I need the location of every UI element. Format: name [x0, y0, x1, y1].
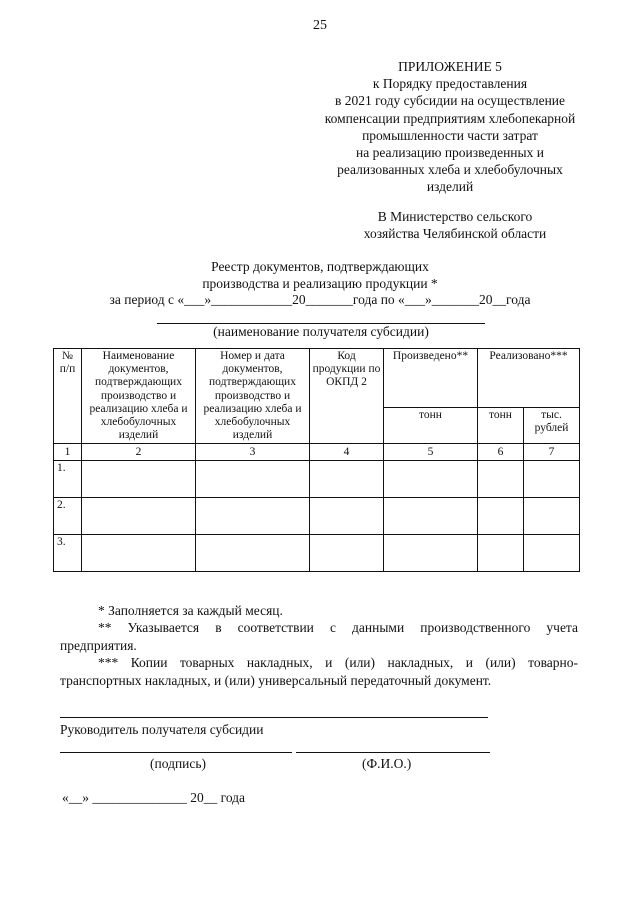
register-title-line: производства и реализацию продукции *	[202, 276, 438, 292]
appendix-line: промышленности части затрат	[362, 127, 538, 143]
table-cell[interactable]	[384, 461, 478, 498]
table-cell[interactable]	[196, 535, 310, 572]
table-cell[interactable]	[384, 535, 478, 572]
header-sold-unit-tons: тонн	[478, 408, 524, 444]
header-produced: Произведено**	[384, 349, 478, 408]
table-cell[interactable]	[524, 535, 580, 572]
row-number: 2.	[54, 498, 82, 535]
appendix-header	[300, 58, 600, 196]
header-doc-name: Наименование документов, подтверждающих производство и реализацию хлеба и хлебобулочных изделий	[82, 349, 196, 444]
row-number: 3.	[54, 535, 82, 572]
appendix-title: ПРИЛОЖЕНИЕ 5	[398, 59, 502, 74]
table-cell[interactable]	[478, 498, 524, 535]
appendix-line: изделий	[426, 179, 474, 195]
table-row	[54, 461, 580, 498]
appendix-line: реализованных хлеба и хлебобулочных	[337, 162, 563, 178]
signature-caption: (подпись)	[150, 756, 207, 771]
table-cell[interactable]	[82, 461, 196, 498]
column-number: 6	[478, 444, 524, 461]
column-number: 7	[524, 444, 580, 461]
table-cell[interactable]	[524, 498, 580, 535]
table-cell[interactable]	[310, 461, 384, 498]
head-label: Руководитель получателя субсидии	[60, 722, 264, 737]
footnotes	[60, 602, 578, 689]
column-number: 2	[82, 444, 196, 461]
page-number: 25	[313, 18, 327, 33]
recipient-line: В Министерство сельского	[377, 209, 533, 224]
appendix-line: компенсации предприятиям хлебопекарной	[324, 110, 576, 126]
full-name-caption: (Ф.И.О.)	[362, 756, 412, 771]
register-title	[140, 258, 500, 292]
column-number: 4	[310, 444, 384, 461]
appendix-line: к Порядку предоставления	[372, 76, 528, 92]
header-sold: Реализовано***	[478, 349, 580, 408]
table-cell[interactable]	[196, 461, 310, 498]
table-cell[interactable]	[310, 498, 384, 535]
footnote-2-continued: предприятия.	[60, 637, 137, 653]
recipient-block	[330, 208, 580, 242]
footnote-3: *** Копии товарных накладных, и (или) накладных, и (или) товарно-	[98, 655, 578, 671]
date-line: «__» ______________ 20__ года	[62, 790, 246, 805]
appendix-line: на реализацию произведенных и	[356, 145, 544, 161]
footnote-3-continued: транспортных накладных, и (или) универсальный передаточный документ.	[60, 672, 492, 688]
table-cell[interactable]	[384, 498, 478, 535]
header-doc-number: Номер и дата документов, подтверждающих производство и реализацию хлеба и хлебобулочных изделий	[196, 349, 310, 444]
table-cell[interactable]	[310, 535, 384, 572]
register-title-line: Реестр документов, подтверждающих	[211, 259, 429, 274]
table-cell[interactable]	[478, 461, 524, 498]
column-number: 1	[54, 444, 82, 461]
row-number: 1.	[54, 461, 82, 498]
column-number-row	[54, 444, 580, 461]
table-header-row	[54, 349, 580, 408]
header-okpd-code: Код продукции по ОКПД 2	[310, 349, 384, 444]
table-cell[interactable]	[478, 535, 524, 572]
recipient-name-caption: (наименование получателя субсидии)	[213, 324, 429, 339]
table-cell[interactable]	[524, 461, 580, 498]
table-cell[interactable]	[82, 498, 196, 535]
table-row	[54, 535, 580, 572]
full-name-line[interactable]	[296, 752, 490, 753]
register-period: за период с «___»____________20_______года по «___»_______20__года	[109, 292, 531, 307]
signature-line[interactable]	[60, 752, 292, 753]
footnote-2: ** Указывается в соответствии с данными производственного учета	[98, 620, 578, 636]
header-sold-unit-rub: тыс. рублей	[524, 408, 580, 444]
appendix-line: в 2021 году субсидии на осуществление	[334, 93, 566, 109]
footnote-1: * Заполняется за каждый месяц.	[98, 603, 283, 618]
header-produced-unit: тонн	[384, 408, 478, 444]
signature-top-line	[60, 717, 488, 718]
table-row	[54, 498, 580, 535]
column-number: 3	[196, 444, 310, 461]
header-num: № п/п	[54, 349, 82, 444]
table-cell[interactable]	[196, 498, 310, 535]
column-number: 5	[384, 444, 478, 461]
table-cell[interactable]	[82, 535, 196, 572]
recipient-line: хозяйства Челябинской области	[363, 226, 547, 242]
register-table	[53, 348, 580, 572]
